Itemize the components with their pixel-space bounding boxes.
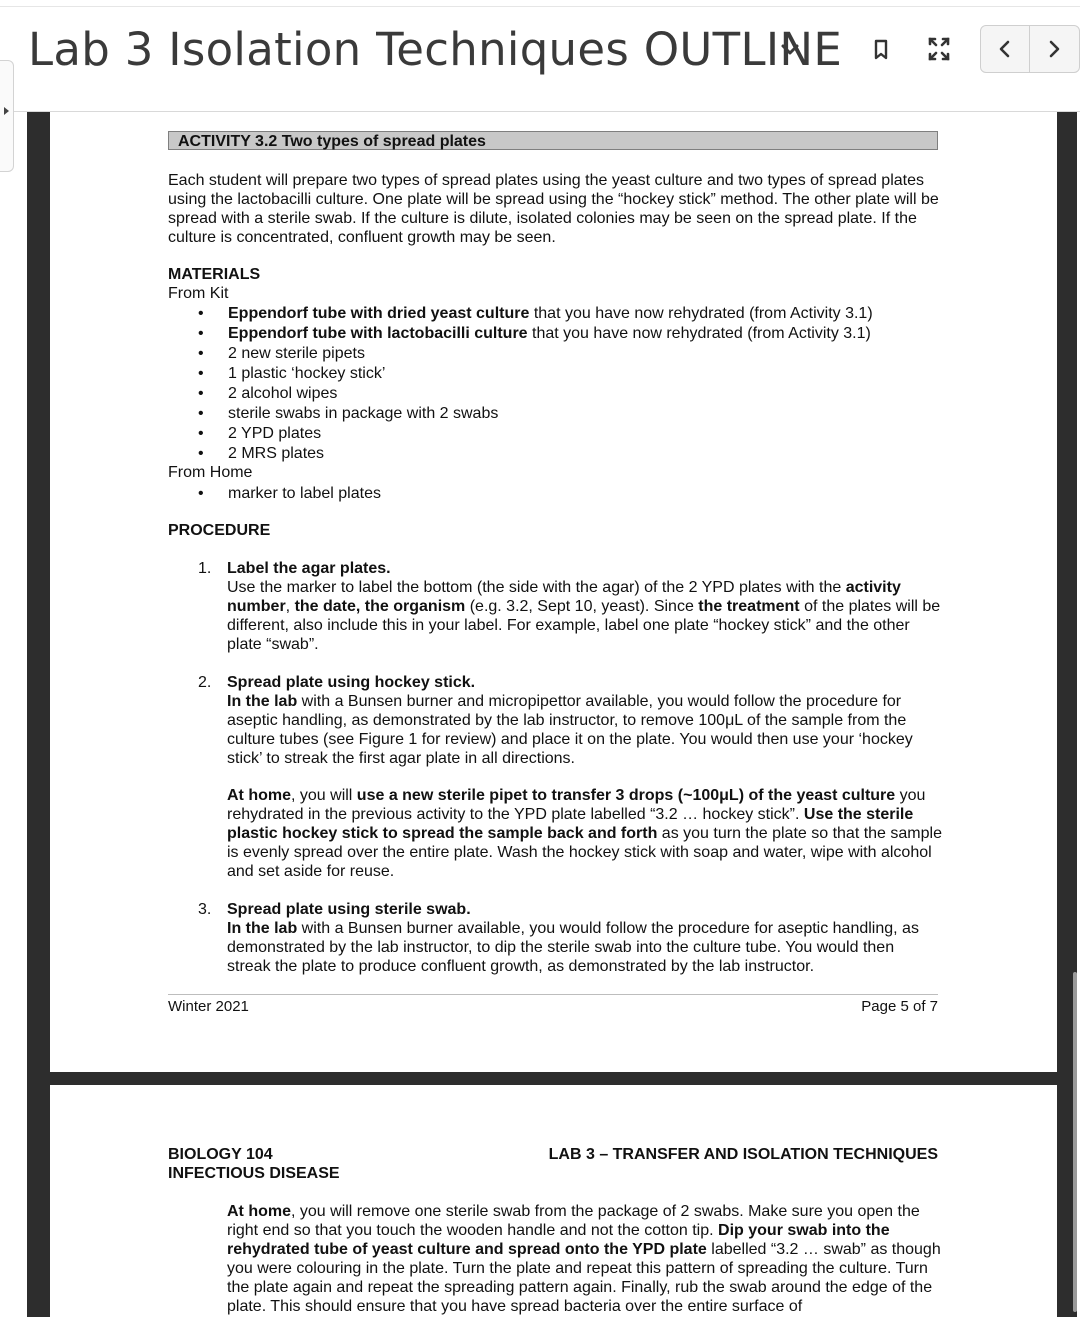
- from-kit-label: From Kit: [168, 285, 229, 302]
- fullscreen-icon[interactable]: [924, 31, 954, 67]
- lab-title: LAB 3 – TRANSFER AND ISOLATION TECHNIQUES: [548, 1146, 938, 1163]
- footer-divider: [168, 994, 938, 995]
- document-page-6: [50, 1085, 1057, 1317]
- side-panel-toggle[interactable]: [0, 60, 14, 172]
- chevron-right-icon: [1044, 39, 1064, 59]
- course-code: BIOLOGY 104: [168, 1146, 273, 1163]
- materials-heading: MATERIALS: [168, 266, 261, 283]
- footer-term: Winter 2021: [168, 998, 249, 1015]
- page-navigation: [980, 25, 1080, 73]
- step-number: 2.: [198, 674, 212, 691]
- bookmark-icon[interactable]: [866, 31, 896, 67]
- caret-right-icon: [1, 105, 11, 117]
- step-number: 1.: [198, 560, 212, 577]
- step-1: Label the agar plates. Use the marker to label the bottom (the side with the agar) of the 2 YPD plates with the activity number, the date, the organism (e.g. 3.2, Sept 10, yeast). Since the treatment of the plates will be different, also include this in your label. For example, label one plate “hockey stick” and the other plate “swab”.: [227, 560, 941, 653]
- from-home-label: From Home: [168, 464, 253, 481]
- document-title: Lab 3 Isolation Techniques OUTLINE: [28, 23, 843, 76]
- step-2-home: At home, you will use a new sterile pipet to transfer 3 drops (~100μL) of the yeast culture you rehydrated in the previous activity to the YPD plate labelled “3.2 … hockey stick”. Use the sterile plastic hockey stick to spread the sample back and forth as you turn the plate so that the sample is evenly spread over the entire plate. Wash the hockey stick with soap and water, wipe with alcohol and set aside for reuse.: [227, 787, 942, 880]
- procedure-heading: PROCEDURE: [168, 522, 271, 539]
- step-3-home: At home, you will remove one sterile swab from the package of 2 swabs. Make sure you open the right end so that you touch the wooden handle and not the cotton tip. Dip your swab into the rehydrated tube of yeast culture and spread onto the YPD plate labelled “3.2 … swab” as though you were colouring in the plate. Turn the plate and repeat this pattern of spreading the culture. Turn the plate again and repeat the spreading pattern again. Finally, rub the swab around the edge of the plate. This should ensure that you have spread bacteria over the entire surface of: [227, 1203, 941, 1315]
- activity-title: ACTIVITY 3.2 Two types of spread plates: [168, 131, 938, 150]
- viewer-header: [0, 7, 1080, 112]
- chevron-down-icon[interactable]: [778, 37, 802, 61]
- step-number: 3.: [198, 901, 212, 918]
- chevron-left-icon: [995, 39, 1015, 59]
- intro-paragraph: Each student will prepare two types of spread plates using the yeast culture and two types of spread plates using the lactobacilli culture. One plate will be spread using the “hockey stick” method. The other plate will be spread with a sterile swab. If the culture is dilute, isolated colonies may be seen on the spread plate. If the culture is concentrated, confluent growth may be seen.: [168, 172, 939, 246]
- page-number: Page 5 of 7: [861, 998, 938, 1015]
- course-name: INFECTIOUS DISEASE: [168, 1165, 340, 1182]
- previous-button[interactable]: [981, 26, 1030, 72]
- document-page-5: ACTIVITY 3.2 Two types of spread plates Each student will prepare two types of spread plates using the yeast culture and two types of spread plates using the lactobacilli culture. One plate will be spread using the “hockey stick” method. The other plate will be spread with a sterile swab. If the culture is dilute, isolated colonies may be seen on the spread plate. If the culture is concentrated, confluent growth may be seen. MATERIALS From Kit • Eppendorf tube with dried yeast culture that you have now rehydrated (from Activity 3.1) • Eppendorf tube with lactobacilli culture that you have now rehydrated (from Activity 3.1) • 2 new sterile pipets • 1 plastic ‘hockey stick’ • 2 alcohol wipes • sterile swabs in package with 2 swabs • 2 YPD plates • 2 MRS plates From Home • marker to label plates PROCEDURE 1. Label the agar plates. Use the marker to label the bottom (the side with the agar) of the 2 YPD plates with the activity number, the date, the organism (e.g. 3.2, Sept 10, yeast). Since the treatment of the plates will be different, also include this in your label. For example, label one plate “hockey stick” and the other plate “swab”. 2. Spread plate using hockey stick. In the lab with a Bunsen burner and micropipettor available, you would follow the procedure for aseptic handling, as demonstrated by the lab instructor, to remove 100μL of the sample from the culture tubes (see Figure 1 for review) and place it on the plate. You would then use your ‘hockey stick’ to streak the first agar plate in all directions. At home, you will use a new sterile pipet to transfer 3 drops (~100μL) of the yeast culture you rehydrated in the previous activity to the YPD plate labelled “3.2 … hockey stick”. Use the sterile plastic hockey stick to spread the sample back and forth as you turn the plate so that the sample is evenly spread over the entire plate. Wash the hockey stick with soap and water, wipe with alcohol and set aside for reuse. 3. Spread plate using sterile swab. In the lab with a Bunsen burner available, you would follow the procedure for aseptic handling, as demonstrated by the lab instructor, to dip the sterile swab into the culture tube. You would then streak the plate to produce confluent growth, as demonstrated by the lab instructor. Winter 2021 Page 5 of 7: [50, 112, 1057, 1072]
- step-2: Spread plate using hockey stick. In the lab with a Bunsen burner and micropipettor available, you would follow the procedure for aseptic handling, as demonstrated by the lab instructor, to remove 100μL of the sample from the culture tubes (see Figure 1 for review) and place it on the plate. You would then use your ‘hockey stick’ to streak the first agar plate in all directions.: [227, 674, 913, 767]
- next-button[interactable]: [1030, 26, 1078, 72]
- document-viewer[interactable]: [27, 112, 1077, 1317]
- step-3: Spread plate using sterile swab. In the lab with a Bunsen burner available, you would follow the procedure for aseptic handling, as demonstrated by the lab instructor, to dip the sterile swab into the culture tube. You would then streak the plate to produce confluent growth, as demonstrated by the lab instructor.: [227, 901, 919, 975]
- scrollbar[interactable]: [1073, 972, 1077, 1312]
